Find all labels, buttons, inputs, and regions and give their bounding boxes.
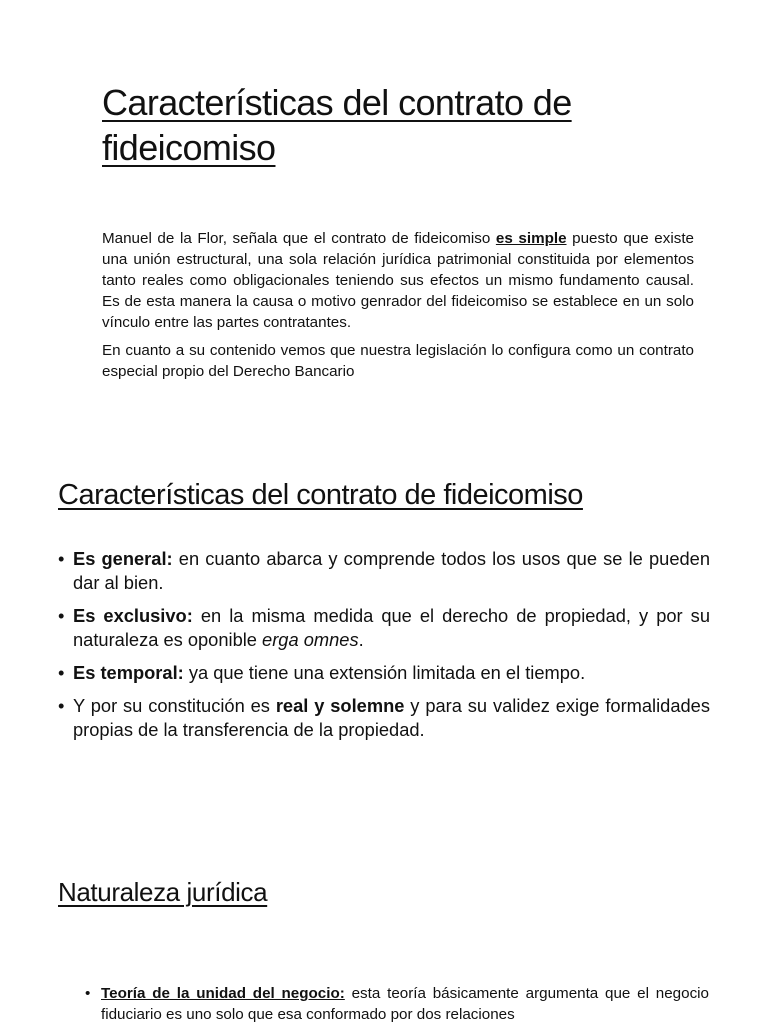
bullet-term: Es temporal: (73, 662, 184, 683)
list-item (58, 694, 710, 742)
bullet-term: Teoría de la unidad del negocio: (101, 985, 345, 1002)
paragraph-1-end: puesto que existe una unión estructural, una sola relación jurídica patrimonial constituida por elementos tanto reales como obligacionales teniendo sus efectos un mismo fundamento causal. Es de esta manera la causa o motivo genrador del fideicomiso se establece en un solo vínculo entre las partes contratantes. (102, 230, 694, 331)
slide-3-title: Naturaleza jurídica (58, 877, 268, 907)
paragraph-1 (102, 228, 694, 333)
bullet-term: Es general: (73, 548, 173, 569)
bullet-term: real y solemne (275, 695, 405, 716)
list-item (58, 661, 710, 685)
bullet-italic: erga omnes (262, 629, 359, 650)
characteristics-list (58, 547, 710, 751)
slide-1-body (102, 228, 694, 389)
paragraph-1-start: Manuel de la Flor, señala que el contrato de fideicomiso (102, 230, 496, 247)
list-item (58, 547, 710, 595)
slide-2-title: Características del contrato de fideicomiso (58, 479, 583, 511)
list-item (85, 983, 709, 1024)
paragraph-2: En cuanto a su contenido vemos que nuestra legislación lo configura como un contrato especial propio del Derecho Bancario (102, 342, 694, 380)
highlight-es-simple: es simple (495, 230, 567, 247)
list-item (58, 604, 710, 652)
slide-2 (0, 440, 768, 830)
bullet-text: y para su validez exige formalidades propias de la transferencia de la propiedad. (73, 695, 710, 740)
nature-list (85, 983, 709, 1024)
bullet-text: esta teoría básicamente argumenta que el negocio fiduciario es uno solo que esa conformado por dos relaciones (101, 985, 709, 1023)
bullet-text: ya que tiene una extensión limitada en el tiempo. (183, 662, 586, 683)
bullet-text: en cuanto abarca y comprende todos los usos que se le pueden dar al bien. (73, 548, 710, 593)
bullet-term: Es exclusivo: (73, 605, 193, 626)
bullet-tail: . (358, 629, 364, 650)
bullet-pre: Y por su constitución es (73, 695, 276, 716)
bullet-text: en la misma medida que el derecho de propiedad, y por su naturaleza es oponible (73, 605, 710, 650)
slide-1 (0, 0, 768, 440)
slide-3 (0, 830, 768, 1024)
slide-1-title: Características del contrato de fideicomiso (102, 82, 572, 168)
